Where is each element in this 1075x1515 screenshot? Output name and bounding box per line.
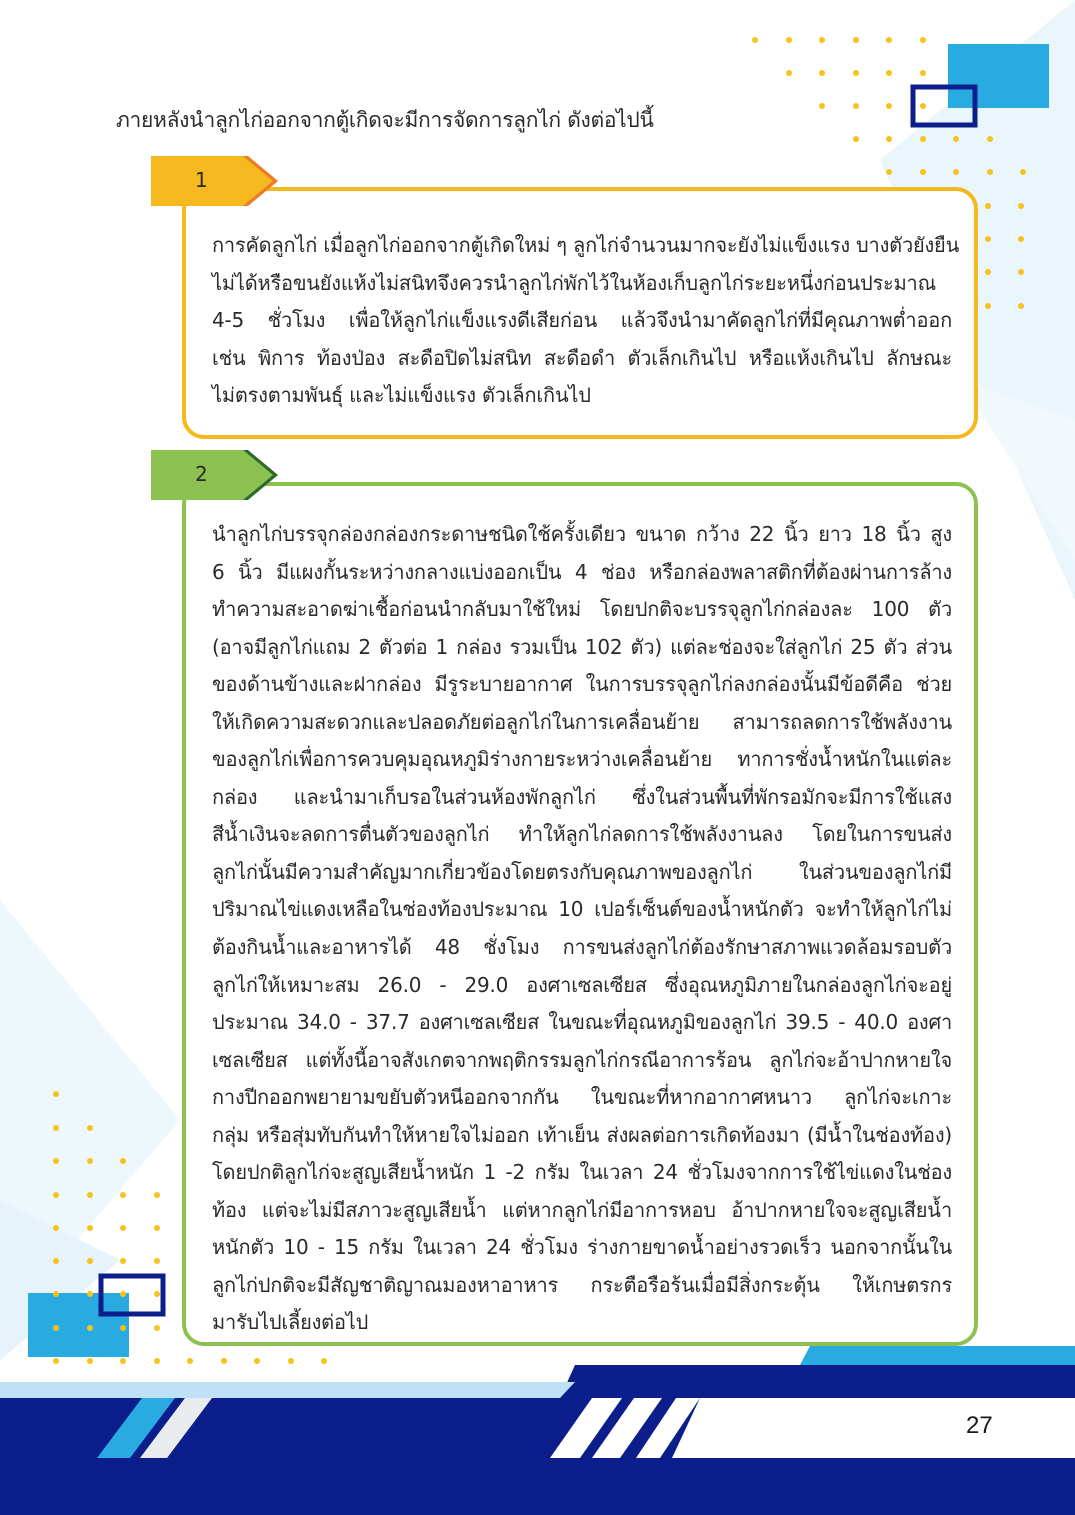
text-line: เซลเซียส แต่ทั้งนี้อาจสังเกตจากพฤติกรรมลูกไก่กรณีอาการร้อน ลูกไก่จะอ้าปากหายใจ (212, 1047, 952, 1072)
dot (920, 169, 926, 175)
dot (985, 236, 991, 242)
text-line: สีน้ำเงินจะลดการตื่นตัวของลูกไก่ ทำให้ลูกไก่ลดการใช้พลังงานลง โดยในการขนส่ง (212, 822, 952, 847)
dot (987, 136, 993, 142)
dot (886, 70, 892, 76)
text-line: ของลูกไก่เพื่อการควบคุมอุณหภูมิร่างกายระหว่างเคลื่อนย้าย ทาการชั่งน้ำหนักในแต่ละ (212, 747, 952, 772)
dot (985, 303, 991, 309)
dot (87, 1158, 93, 1164)
text-line: ประมาณ 34.0 - 37.7 องศาเซลเซียส ในขณะที่อุณหภูมิของลูกไก่ 39.5 - 40.0 องศา (212, 1010, 952, 1035)
dot (120, 1358, 126, 1364)
dot (87, 1325, 93, 1331)
dot (819, 37, 825, 43)
text-line: ต้องกินน้ำและอาหารได้ 48 ชั่งโมง การขนส่งลูกไก่ต้องรักษาสภาพแวดล้อมรอบตัว (212, 935, 952, 960)
dot (120, 1258, 126, 1264)
text-line: ปริมาณไข่แดงเหลือในช่องท้องประมาณ 10 เปอร์เซ็นต์ของน้ำหนักตัว จะทำให้ลูกไก่ไม่ (212, 897, 952, 922)
tag-arrow-shape (151, 450, 281, 500)
dot (953, 136, 959, 142)
dot (920, 103, 926, 109)
text-line: ไม่ตรงตามพันธุ์ และไม่แข็งแรง ตัวเล็กเกินไป (212, 383, 591, 407)
dot (1018, 203, 1024, 209)
dot (1018, 269, 1024, 275)
text-line: โดยปกติลูกไก่จะสูญเสียน้ำหนัก 1 -2 กรัม ในเวลา 24 ชั่วโมงจากการใช้ไข่แดงในช่อง (212, 1160, 952, 1185)
dot (853, 103, 859, 109)
text-line: ท้อง แต่จะไม่มีสภาวะสูญเสียน้ำ แต่หากลูกไก่มีอาการหอบ อ้าปากหายใจจะสูญเสียน้ำ (212, 1197, 952, 1222)
dot (87, 1258, 93, 1264)
section-1-text (212, 227, 960, 415)
dot (886, 169, 892, 175)
dot (886, 37, 892, 43)
text-line: ลูกไก่ให้เหมาะสม 26.0 - 29.0 องศาเซลเซียส ซึ่งอุณหภูมิภายในกล่องลูกไก่จะอยู่ (212, 972, 952, 997)
dot (786, 37, 792, 43)
dot (221, 1358, 227, 1364)
section-1-tag (151, 156, 281, 206)
text-line: มารับไปเลี้ยงต่อไป (212, 1310, 369, 1335)
dot (920, 136, 926, 142)
dot (154, 1325, 160, 1331)
intro-text: ภายหลังนำลูกไก่ออกจากตู้เกิดจะมีการจัดการลูกไก่ ดังต่อไปนี้ (116, 108, 654, 132)
dot (819, 103, 825, 109)
tag-arrow-shape (151, 156, 281, 206)
dot (53, 1091, 59, 1097)
text-line: หนักตัว 10 - 15 กรัม ในเวลา 24 ชั่วโมง ร่างกายขาดน้ำอย่างรวดเร็ว นอกจากนั้นใน (212, 1235, 952, 1260)
text-line: 4-5 ชั่วโมง เพื่อให้ลูกไก่แข็งแรงดีเสียก่อน แล้วจึงนำมาคัดลูกไก่ที่มีคุณภาพต่ำออก (212, 308, 952, 332)
text-line: ของด้านข้างและฝากล่อง มีรูระบายอากาศ ในการบรรจุลูกไก่ลงกล่องนั้นมีข้อดีคือ ช่วย (212, 672, 952, 697)
dot (1020, 169, 1026, 175)
dot (288, 1358, 294, 1364)
dot (154, 1258, 160, 1264)
text-line: เช่น พิการ ท้องป่อง สะดือปิดไม่สนิท สะดือดำ ตัวเล็กเกินไป หรือแห้งเกินไป ลักษณะ (212, 345, 952, 370)
dot (87, 1358, 93, 1364)
text-line: ไม่ได้หรือขนยังแห้งไม่สนิทจึงควรนำลูกไก่พักไว้ในห้องเก็บลูกไก่ระยะหนึ่งก่อนประมาณ (212, 270, 936, 295)
section-number: 2 (195, 462, 208, 486)
dot (53, 1258, 59, 1264)
text-line: กล่อง และนำมาเก็บรอในส่วนห้องพักลูกไก่ ซึ่งในส่วนพื้นที่พักรอมักจะมีการใช้แสง (212, 784, 952, 809)
dot (886, 103, 892, 109)
dot (853, 37, 859, 43)
dot (120, 1325, 126, 1331)
page-number: 27 (966, 1412, 993, 1439)
text-line: ให้เกิดความสะดวกและปลอดภัยต่อลูกไก่ในการเคลื่อนย้าย สามารถลดการใช้พลังงาน (212, 709, 952, 734)
dot (853, 136, 859, 142)
text-line: (อาจมีลูกไก่แถม 2 ตัวต่อ 1 กล่อง รวมเป็น 102 ตัว) แต่ละช่องจะใส่ลูกไก่ 25 ตัว ส่วน (212, 634, 952, 659)
dot (53, 1125, 59, 1131)
dot (886, 136, 892, 142)
dot (120, 1158, 126, 1164)
section-number: 1 (195, 168, 208, 192)
dot (53, 1358, 59, 1364)
section-2-card (182, 482, 978, 1346)
dot (120, 1225, 126, 1231)
dot (154, 1225, 160, 1231)
dot (53, 1192, 59, 1198)
dot (120, 1192, 126, 1198)
section-2-text (212, 516, 952, 1342)
dot (187, 1358, 193, 1364)
dot (786, 70, 792, 76)
dot (87, 1225, 93, 1231)
text-line: นำลูกไก่บรรจุกล่องกล่องกระดาษชนิดใช้ครั้งเดียว ขนาด กว้าง 22 นิ้ว ยาว 18 นิ้ว สูง (212, 522, 952, 546)
section-1-card (182, 187, 978, 439)
dot (987, 169, 993, 175)
dot (87, 1192, 93, 1198)
dot (920, 70, 926, 76)
dot (254, 1358, 260, 1364)
dot (87, 1125, 93, 1131)
dot (920, 37, 926, 43)
dot (819, 70, 825, 76)
dot (154, 1192, 160, 1198)
dot (853, 70, 859, 76)
dot (154, 1291, 160, 1297)
dot (985, 269, 991, 275)
text-line: กางปีกออกพยายามขยับตัวหนีออกจากกัน ในขณะที่หากอากาศหนาว ลูกไก่จะเกาะ (212, 1085, 952, 1110)
section-2-tag (151, 450, 281, 500)
dot (53, 1291, 59, 1297)
dot (53, 1225, 59, 1231)
dot (53, 1325, 59, 1331)
dot (120, 1291, 126, 1297)
dot (321, 1358, 327, 1364)
text-line: การคัดลูกไก่ เมื่อลูกไก่ออกจากตู้เกิดใหม่ ๆ ลูกไก่จำนวนมากจะยังไม่แข็งแรง บางตัวยังยืน (212, 233, 960, 257)
text-line: กลุ่ม หรือสุ่มทับกันทำให้หายใจไม่ออก เท้าเย็น ส่งผลต่อการเกิดท้องมา (มีน้ำในช่องท้อง) (212, 1122, 952, 1147)
text-line: ลูกไก่ปกติจะมีสัญชาติญาณมองหาอาหาร กระตือรือร้นเมื่อมีสิ่งกระตุ้น ให้เกษตรกร (212, 1272, 952, 1297)
text-line: ลูกไก่นั้นมีความสำคัญมากเกี่ยวข้องโดยตรงกับคุณภาพของลูกไก่ ในส่วนของลูกไก่มี (212, 859, 952, 884)
dot (1018, 236, 1024, 242)
dot (1018, 303, 1024, 309)
dot (53, 1158, 59, 1164)
text-line: 6 นิ้ว มีแผงกั้นระหว่างกลางแบ่งออกเป็น 4 ช่อง หรือกล่องพลาสติกที่ต้องผ่านการล้าง (212, 559, 952, 584)
dot (154, 1358, 160, 1364)
dot (953, 169, 959, 175)
dot (985, 203, 991, 209)
dot (752, 37, 758, 43)
dot (87, 1291, 93, 1297)
text-line: ทำความสะอาดฆ่าเชื้อก่อนนำกลับมาใช้ใหม่ โดยปกติจะบรรจุลูกไก่กล่องละ 100 ตัว (212, 597, 952, 622)
